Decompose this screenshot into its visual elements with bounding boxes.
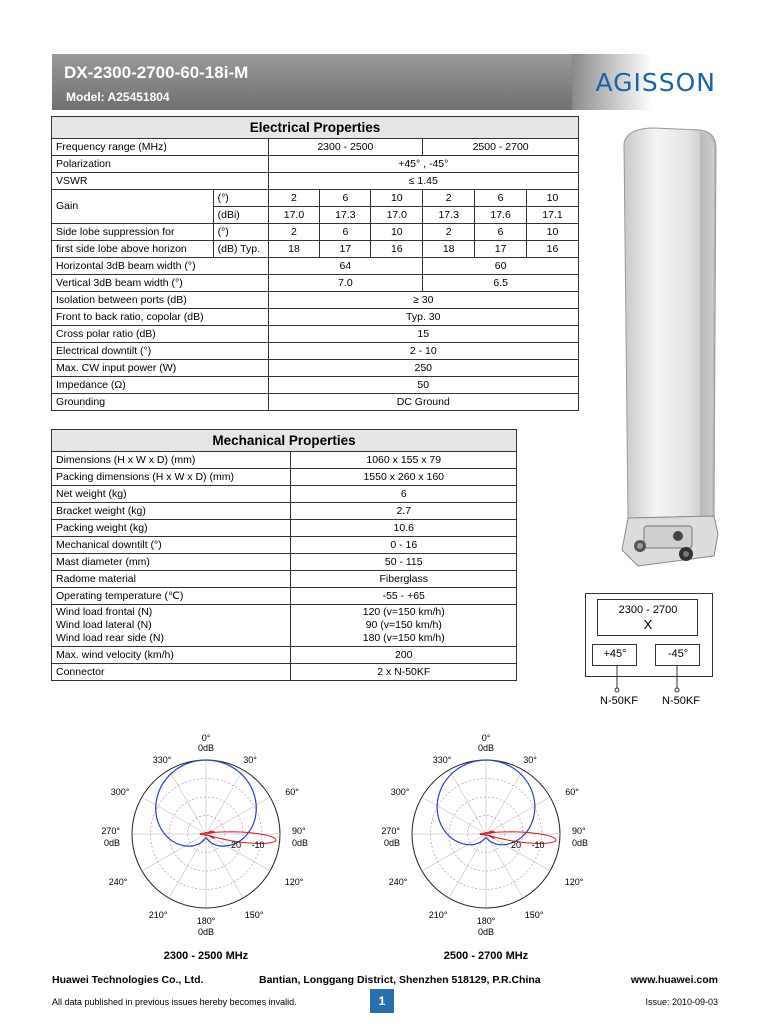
grid-spoke: [206, 797, 270, 834]
polar-label: 120°: [284, 877, 304, 887]
connector-label-1: N-50KF: [600, 695, 638, 707]
table-row: Impedance (Ω) 50: [52, 377, 579, 394]
table-row: first side lobe above horizon (dB) Typ. 18 17 16 18 17 16: [52, 241, 579, 258]
table-row: Side lobe suppression for (°) 2 6 10 2 6 10: [52, 224, 579, 241]
polar-label: 20: [510, 840, 522, 850]
port-plus45-label: +45°: [603, 648, 627, 660]
table-row: Wind load frontal (N) Wind load lateral (N) Wind load rear side (N) 120 (v=150 km/h) 90 (v=150 km/h) 180 (v=150 km/h): [52, 605, 517, 647]
polar-label: 300°: [110, 787, 130, 797]
polar-label: 0°: [201, 733, 211, 743]
footer-website: www.huawei.com: [630, 974, 718, 986]
table-row: Front to back ratio, copolar (dB) Typ. 30: [52, 309, 579, 326]
polar-label: -10: [251, 840, 265, 850]
table-row: Net weight (kg) 6: [52, 486, 517, 503]
grid-spoke: [142, 797, 206, 834]
footer-disclaimer: All data published in previous issues hereby becomes invalid.: [52, 997, 297, 1007]
grid-spoke: [142, 834, 206, 871]
polar-label: 210°: [428, 910, 448, 920]
polar-label: 210°: [148, 910, 168, 920]
radiation-pattern-plot-2: [366, 732, 606, 962]
polar-label: 180°: [476, 916, 496, 926]
polar-label: 90°: [572, 826, 586, 836]
polar-label: 150°: [244, 910, 264, 920]
electrical-properties-table: [51, 116, 579, 411]
table-row: Packing weight (kg) 10.6: [52, 520, 517, 537]
plot-caption: 2500 - 2700 MHz: [443, 950, 529, 962]
polar-label: 300°: [390, 787, 410, 797]
table-row: Cross polar ratio (dB) 15: [52, 326, 579, 343]
polar-label: 60°: [285, 787, 299, 797]
table-row: Mechanical downtilt (°) 0 - 16: [52, 537, 517, 554]
table-row: Horizontal 3dB beam width (°) 64 60: [52, 258, 579, 275]
table-row: Bracket weight (kg) 2.7: [52, 503, 517, 520]
table-row: Electrical downtilt (°) 2 - 10: [52, 343, 579, 360]
grid-spoke: [169, 770, 206, 834]
port-minus45-label: -45°: [667, 648, 689, 660]
polar-label: 0dB: [383, 838, 400, 848]
polar-label: 0dB: [197, 927, 215, 937]
polar-label: 330°: [432, 755, 452, 765]
polar-label: 180°: [196, 916, 216, 926]
polar-label: 20: [230, 840, 242, 850]
polar-label: 30°: [243, 755, 257, 765]
table-row: Dimensions (H x W x D) (mm) 1060 x 155 x 79: [52, 452, 517, 469]
table-row: Operating temperature (℃) -55 - +65: [52, 588, 517, 605]
table-row: Gain (°) 2 6 10 2 6 10: [52, 190, 579, 207]
polar-label: 270°: [101, 826, 120, 836]
table-row: Grounding DC Ground: [52, 394, 579, 411]
polar-label: 240°: [388, 877, 408, 887]
polar-label: 270°: [381, 826, 400, 836]
polar-label: 0dB: [572, 838, 589, 848]
polar-label: 30°: [523, 755, 537, 765]
table-row: Isolation between ports (dB) ≥ 30: [52, 292, 579, 309]
antenna-product-image: [614, 126, 722, 574]
port-diagram: [585, 593, 713, 711]
table-row: VSWR ≤ 1.45: [52, 173, 579, 190]
mechanical-title: Mechanical Properties: [52, 430, 517, 452]
port-band-label: 2300 - 2700: [618, 604, 678, 616]
grid-spoke: [206, 770, 243, 834]
table-row: Radome material Fiberglass: [52, 571, 517, 588]
cross-polarization-symbol: X: [643, 617, 653, 632]
polar-chart: [86, 732, 326, 944]
product-title: DX-2300-2700-60-18i-M: [64, 63, 249, 82]
model-number: Model: A25451804: [66, 90, 170, 104]
table-row: Connector 2 x N-50KF: [52, 664, 517, 681]
polar-label: 0dB: [197, 743, 215, 753]
polar-label: 90°: [292, 826, 306, 836]
polar-label: -10: [531, 840, 545, 850]
radiation-pattern-plot-1: [86, 732, 326, 962]
polar-chart: [366, 732, 606, 944]
polar-label: 0dB: [477, 743, 495, 753]
table-row: Packing dimensions (H x W x D) (mm) 1550 x 260 x 160: [52, 469, 517, 486]
table-row: Max. wind velocity (km/h) 200: [52, 647, 517, 664]
grid-spoke: [449, 770, 486, 834]
electrical-title: Electrical Properties: [52, 117, 579, 139]
document-header: [52, 54, 718, 110]
polar-label: 120°: [564, 877, 584, 887]
page-number: 1: [370, 989, 394, 1013]
table-row: Frequency range (MHz) 2300 - 2500 2500 - 2700: [52, 139, 579, 156]
polar-label: 330°: [152, 755, 172, 765]
grid-spoke: [486, 770, 523, 834]
footer-address: Bantian, Longgang District, Shenzhen 518129, P.R.China: [259, 974, 541, 986]
table-row: (dBi) 17.0 17.3 17.0 17.3 17.6 17.1: [52, 207, 579, 224]
table-row: Polarization +45° , -45°: [52, 156, 579, 173]
mechanical-properties-table: [51, 429, 517, 681]
polar-label: 60°: [565, 787, 579, 797]
polar-label: 0dB: [292, 838, 309, 848]
footer-issue-date: Issue: 2010-09-03: [645, 997, 718, 1007]
polar-label: 0dB: [477, 927, 495, 937]
grid-spoke: [422, 797, 486, 834]
table-row: Mast diameter (mm) 50 - 115: [52, 554, 517, 571]
company-logo: AGISSON: [595, 68, 716, 97]
connector-label-2: N-50KF: [662, 695, 700, 707]
footer-company: Huawei Technologies Co., Ltd.: [52, 974, 204, 986]
table-row: Vertical 3dB beam width (°) 7.0 6.5: [52, 275, 579, 292]
grid-spoke: [449, 834, 486, 898]
grid-spoke: [486, 797, 550, 834]
polar-label: 240°: [108, 877, 128, 887]
plot-caption: 2300 - 2500 MHz: [163, 950, 249, 962]
polar-label: 0°: [481, 733, 491, 743]
polar-label: 0dB: [103, 838, 120, 848]
table-row: Max. CW input power (W) 250: [52, 360, 579, 377]
polar-label: 150°: [524, 910, 544, 920]
